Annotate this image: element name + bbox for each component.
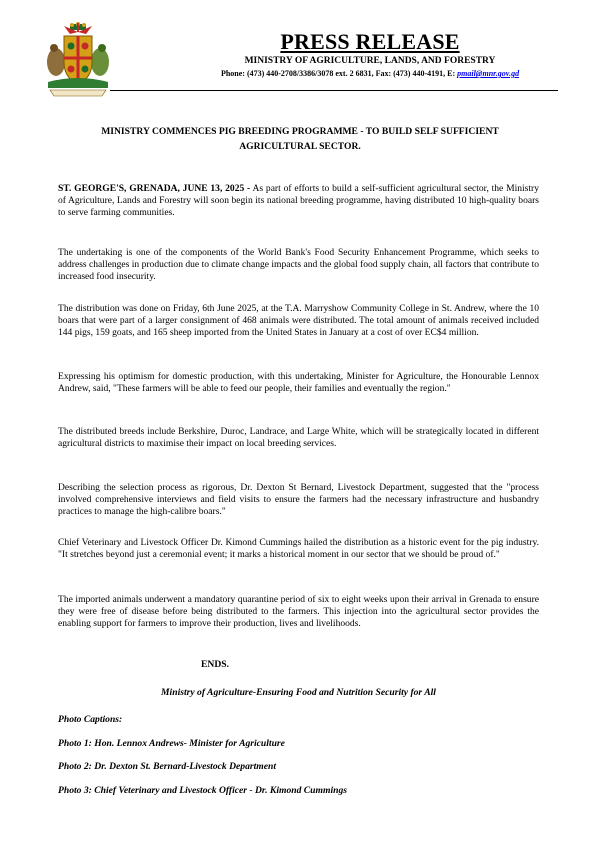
paragraph-7: Chief Veterinary and Livestock Officer Dr. Kimond Cummings hailed the distribution as a historic event for the pig industry. "It stretches beyond just a ceremonial event; it marks a historical moment in our sector that we should be proud of." bbox=[58, 537, 539, 561]
dateline: ST. GEORGE'S, GRENADA, JUNE 13, 2025 - bbox=[58, 183, 251, 194]
letterhead-divider bbox=[110, 90, 558, 91]
letterhead-ministry-name: MINISTRY OF AGRICULTURE, LANDS, AND FORESTRY bbox=[244, 56, 496, 66]
release-headline: MINISTRY COMMENCES PIG BREEDING PROGRAMME - TO BUILD SELF SUFFICIENT AGRICULTURAL SECTOR. bbox=[101, 126, 499, 152]
paragraph-4: Expressing his optimism for domestic production, with this undertaking, Minister for Agriculture, the Honourable Lennox Andrew, said, "These farmers will be able to feed our people, their families and eventually the region." bbox=[58, 371, 539, 395]
contact-phone-fax: Phone: (473) 440-2708/3386/3078 ext. 2 6831, Fax: (473) 440-4191, E: bbox=[220, 69, 456, 78]
photo-caption-1: Photo 1: Hon. Lennox Andrews- Minister for Agriculture bbox=[58, 738, 285, 749]
letterhead-contact-line bbox=[150, 69, 590, 79]
paragraph-1-text: As part of efforts to build a self-sufficient agricultural sector, the Ministry of Agriculture, Lands and Forestry will soon begin its national breeding programme, having distributed 10 high-quality boars to serve farming communities. bbox=[58, 183, 539, 219]
photo-captions-heading: Photo Captions: bbox=[58, 714, 123, 725]
paragraph-3: The distribution was done on Friday, 6th June 2025, at the T.A. Marryshow Community College in St. Andrew, where the 10 boars that were part of a larger consignment of 468 animals were distributed. The total amount of animals received included 144 pigs, 159 goats, and 165 sheep imported from the United States in January at a cost of over EC$4 million. bbox=[58, 303, 539, 339]
ends-marker: ENDS. bbox=[201, 659, 229, 670]
paragraph-5: The distributed breeds include Berkshire, Duroc, Landrace, and Large White, which will be strategically located in different agricultural districts to maximise their impact on local breeding services. bbox=[58, 426, 539, 450]
ministry-tagline: Ministry of Agriculture-Ensuring Food and Nutrition Security for All bbox=[161, 687, 436, 698]
paragraph-2: The undertaking is one of the components of the World Bank's Food Security Enhancement Programme, which seeks to address challenges in production due to climate change impacts and the global food supply chain, all factors that contribute to increased food insecurity. bbox=[58, 247, 539, 283]
letterhead-title: PRESS RELEASE bbox=[280, 29, 460, 54]
paragraph-1 bbox=[58, 183, 539, 220]
paragraph-6: Describing the selection process as rigorous, Dr. Dexton St Bernard, Livestock Department, suggested that the "process involved comprehensive interviews and field visits to ensure the farmers had the necessary infrastructure and husbandry practices to manage the high-calibre boars." bbox=[58, 482, 539, 518]
grenada-coat-of-arms-icon bbox=[44, 22, 112, 100]
paragraph-8: The imported animals underwent a mandatory quarantine period of six to eight weeks upon their arrival in Grenada to ensure they were free of disease before being distributed to the farmers. This injection into the agricultural sector provides the enabling support for farmers to improve their production, lives and livelihoods. bbox=[58, 594, 539, 630]
photo-caption-2: Photo 2: Dr. Dexton St. Bernard-Livestock Department bbox=[58, 761, 276, 772]
contact-email-link[interactable]: pmail@mnr.gov.gd bbox=[457, 69, 520, 78]
photo-caption-3: Photo 3: Chief Veterinary and Livestock Officer - Dr. Kimond Cummings bbox=[58, 785, 347, 796]
